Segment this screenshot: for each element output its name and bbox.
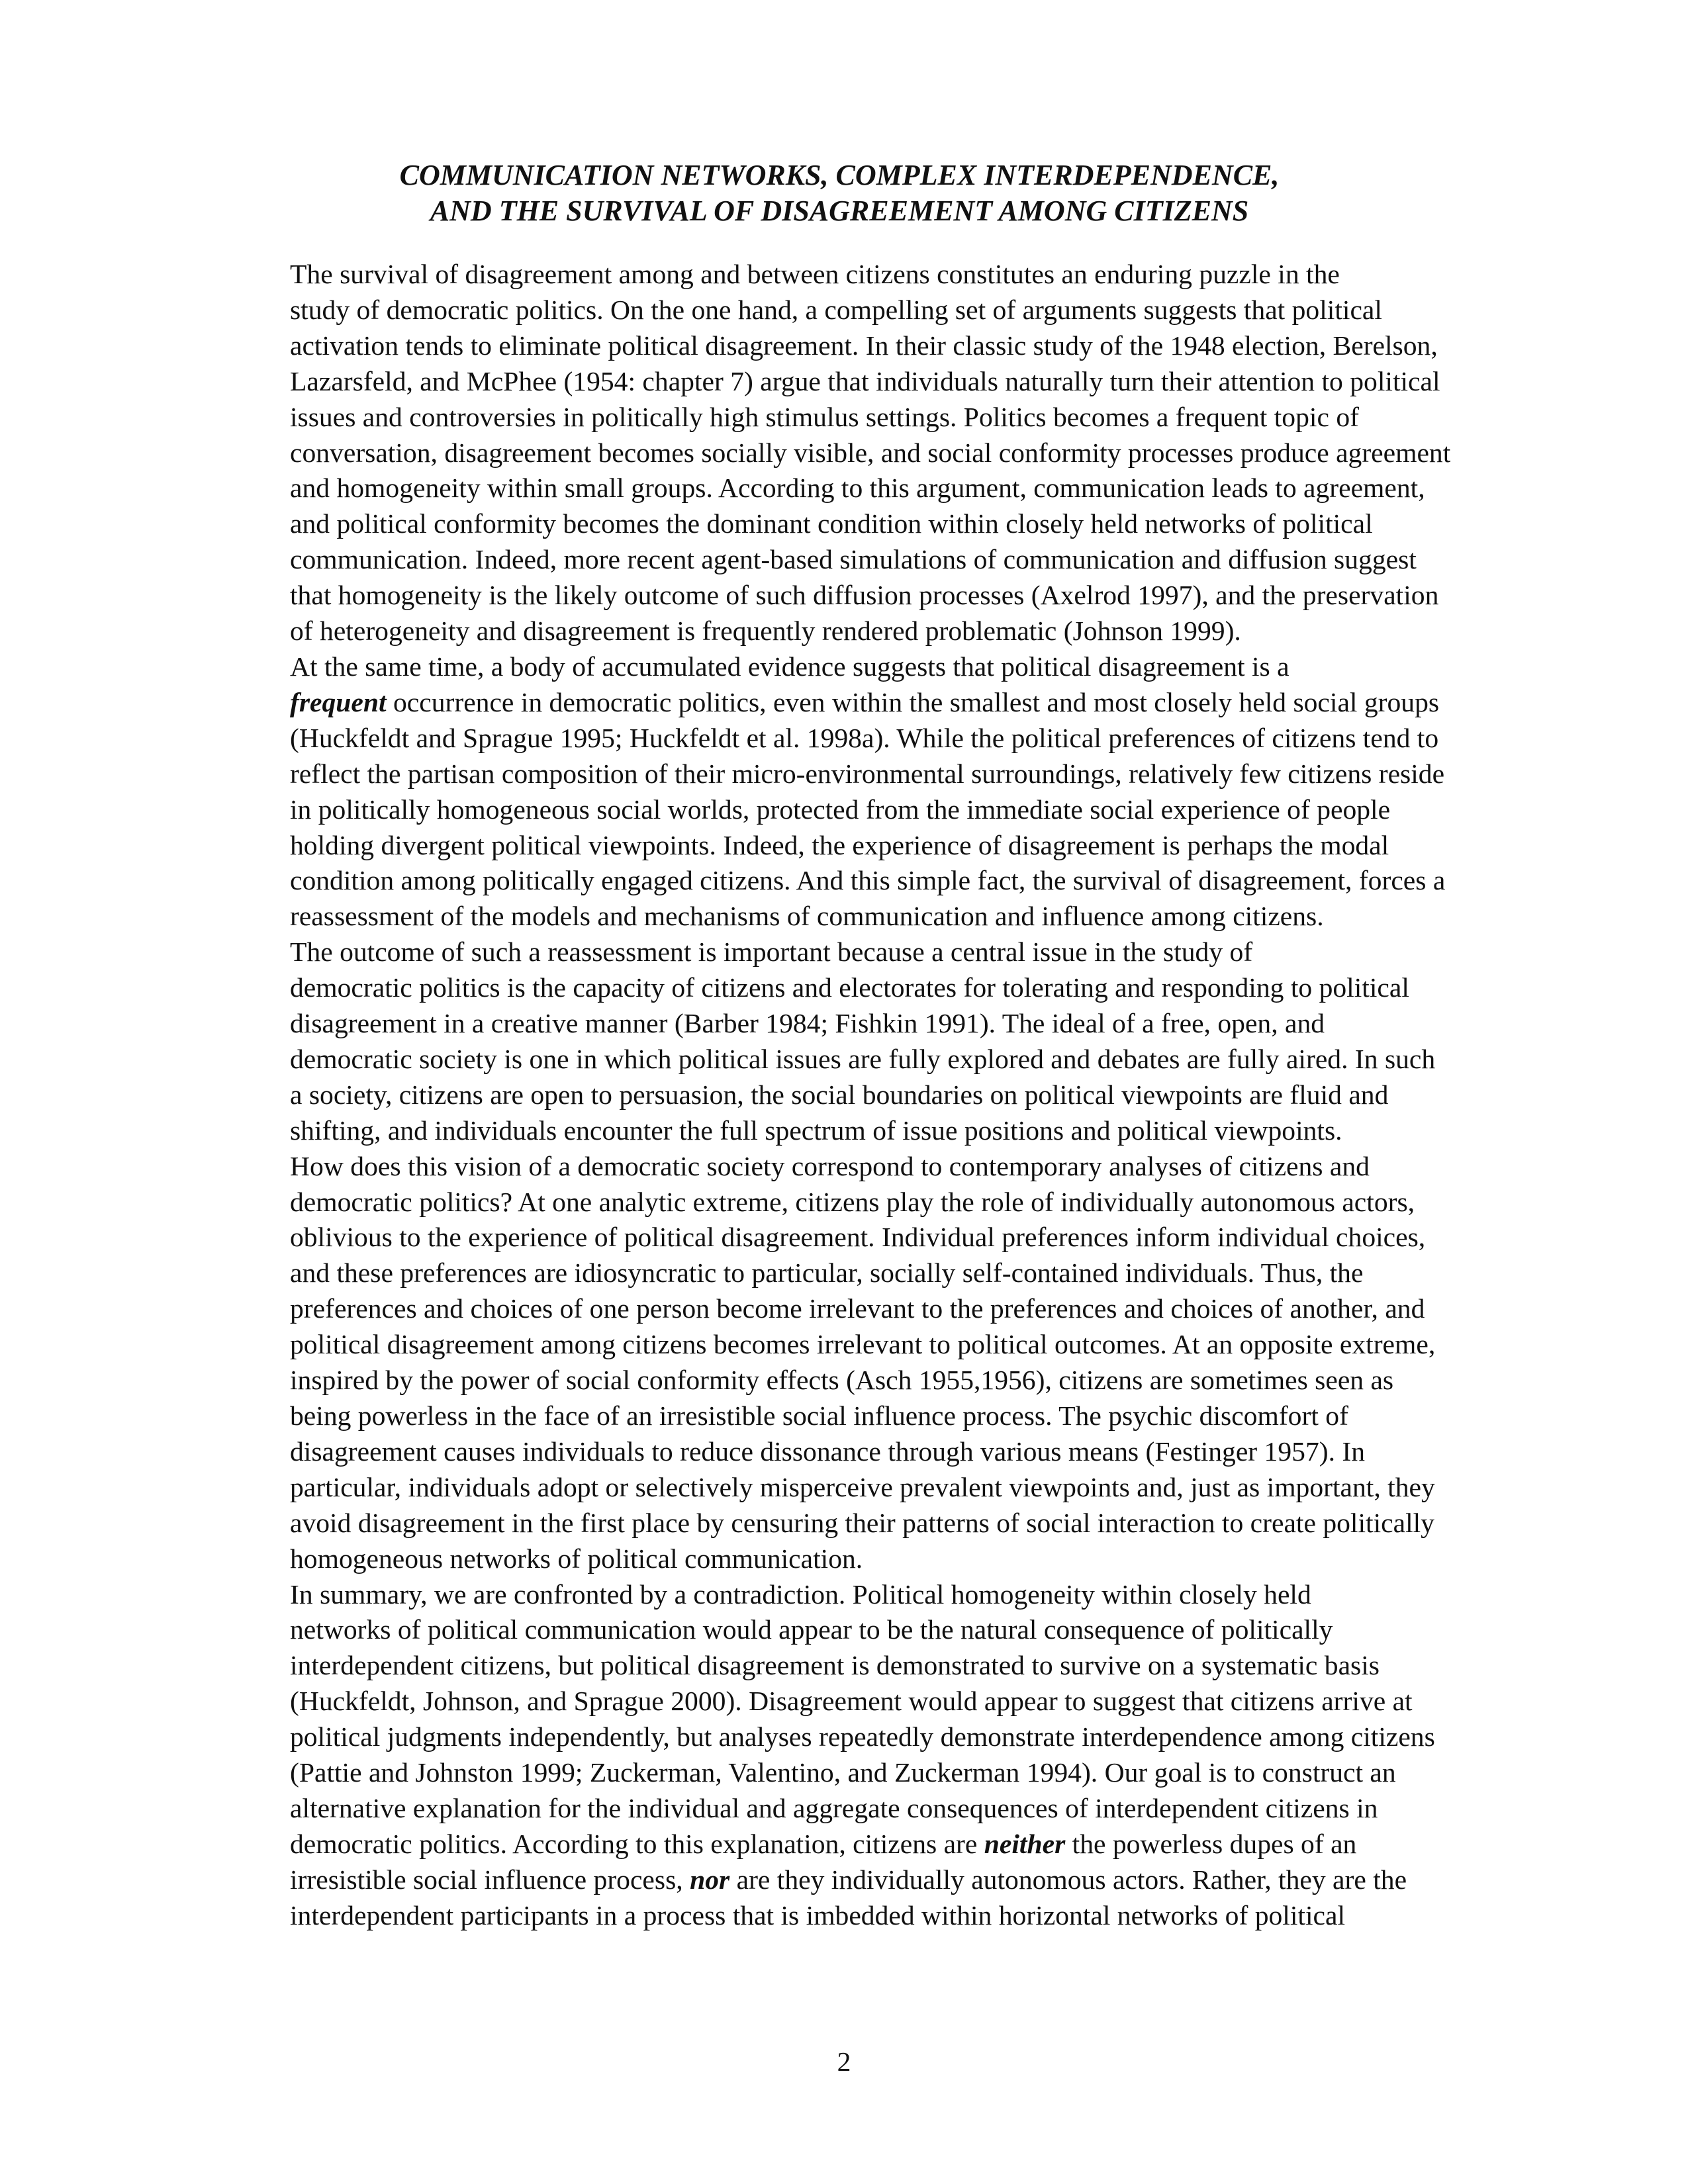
paragraph [191, 1149, 1488, 1577]
line-text: democratic politics is the capacity of citizens and electorates for tolerating and responding to political [290, 972, 1409, 1003]
line-text: disagreement in a creative manner (Barber 1984; Fishkin 1991). The ideal of a free, open, and [290, 1008, 1325, 1039]
document-body [191, 158, 1488, 1934]
emphasized-word: nor [690, 1864, 730, 1895]
line-text: alternative explanation for the individual and aggregate consequences of interdependent citizens in [290, 1792, 1378, 1823]
line-text: conversation, disagreement becomes socially visible, and social conformity processes produce agreement [290, 437, 1451, 468]
emphasized-word: neither [984, 1828, 1066, 1859]
paper-title [191, 158, 1488, 229]
line-text: being powerless in the face of an irresistible social influence process. The psychic discomfort of [290, 1400, 1348, 1431]
line-text: reflect the partisan composition of their micro-environmental surroundings, relatively few citizens reside [290, 758, 1445, 789]
text-line [191, 435, 1488, 471]
line-text: interdependent participants in a process that is imbedded within horizontal networks of political [290, 1899, 1346, 1931]
line-text: study of democratic politics. On the one hand, a compelling set of arguments suggests that political [290, 294, 1382, 325]
line-text: shifting, and individuals encounter the full spectrum of issue positions and political viewpoints. [290, 1115, 1342, 1146]
text-line [191, 614, 1488, 649]
text-line [191, 1898, 1488, 1934]
text-line [191, 1434, 1488, 1470]
line-text: democratic politics. According to this explanation, citizens are [290, 1828, 984, 1859]
paragraph [191, 649, 1488, 934]
line-text: Lazarsfeld, and McPhee (1954: chapter 7) argue that individuals naturally turn their attention to political [290, 365, 1440, 396]
line-text: and political conformity becomes the dominant condition within closely held networks of political [290, 508, 1373, 539]
line-text: holding divergent political viewpoints. Indeed, the experience of disagreement is perhaps the modal [290, 829, 1389, 860]
text-line [191, 1398, 1488, 1434]
line-text: interdependent citizens, but political disagreement is demonstrated to survive on a systematic basis [290, 1650, 1380, 1681]
text-line [191, 293, 1488, 328]
line-text: particular, individuals adopt or selectively misperceive prevalent viewpoints and, just as important, they [290, 1471, 1435, 1502]
line-text: inspired by the power of social conformity effects (Asch 1955,1956), citizens are sometimes seen as [290, 1365, 1394, 1396]
line-text: irresistible social influence process, [290, 1864, 690, 1895]
text-line [191, 400, 1488, 435]
line-text: that homogeneity is the likely outcome of such diffusion processes (Axelrod 1997), and the preservation [290, 580, 1439, 611]
line-text: political disagreement among citizens becomes irrelevant to political outcomes. At an opposite extreme, [290, 1329, 1436, 1360]
line-text: oblivious to the experience of political disagreement. Individual preferences inform individual choices, [290, 1222, 1426, 1253]
line-text: the powerless dupes of an [1065, 1828, 1357, 1859]
text-line [191, 1220, 1488, 1255]
text-line [191, 1577, 1488, 1613]
text-line [191, 1255, 1488, 1291]
text-line [191, 578, 1488, 614]
text-line [191, 1648, 1488, 1684]
line-text: reassessment of the models and mechanisms of communication and influence among citizens. [290, 901, 1324, 932]
text-line [191, 756, 1488, 792]
line-text: At the same time, a body of accumulated evidence suggests that political disagreement is a [290, 651, 1289, 682]
line-text: (Pattie and Johnston 1999; Zuckerman, Valentino, and Zuckerman 1994). Our goal is to construct an [290, 1757, 1396, 1788]
line-text: and homogeneity within small groups. According to this argument, communication leads to agreement, [290, 473, 1425, 504]
line-text: democratic politics? At one analytic extreme, citizens play the role of individually autonomous actors, [290, 1186, 1415, 1217]
paragraph [191, 934, 1488, 1148]
text-line [191, 1327, 1488, 1363]
text-line [191, 1862, 1488, 1898]
text-line [191, 1185, 1488, 1220]
text-line [191, 685, 1488, 721]
text-line [191, 1827, 1488, 1862]
text-line [191, 506, 1488, 542]
text-line [191, 1719, 1488, 1755]
paragraphs [191, 257, 1488, 1934]
text-line [191, 364, 1488, 400]
text-line [191, 1684, 1488, 1719]
line-text: condition among politically engaged citizens. And this simple fact, the survival of disagreement, forces a [290, 865, 1446, 896]
title-line: AND THE SURVIVAL OF DISAGREEMENT AMONG CITIZENS [430, 195, 1249, 227]
line-text: in politically homogeneous social worlds, protected from the immediate social experience of people [290, 794, 1391, 825]
text-line [191, 721, 1488, 756]
line-text: of heterogeneity and disagreement is frequently rendered problematic (Johnson 1999). [290, 615, 1241, 647]
text-line [191, 1149, 1488, 1185]
text-line [191, 328, 1488, 364]
line-text: occurrence in democratic politics, even within the smallest and most closely held social groups [386, 686, 1440, 717]
text-line [191, 1077, 1488, 1113]
text-line [191, 970, 1488, 1006]
line-text: democratic society is one in which political issues are fully explored and debates are fully aired. In such [290, 1043, 1436, 1074]
text-line [191, 828, 1488, 864]
text-line [191, 257, 1488, 293]
text-line [191, 899, 1488, 934]
line-text: issues and controversies in politically high stimulus settings. Politics becomes a frequent topic of [290, 401, 1359, 432]
line-text: activation tends to eliminate political disagreement. In their classic study of the 1948 election, Berelson, [290, 330, 1438, 361]
line-text: avoid disagreement in the first place by censuring their patterns of social interaction to create politically [290, 1507, 1434, 1538]
text-line [191, 1006, 1488, 1042]
text-line [191, 1791, 1488, 1827]
text-line [191, 1363, 1488, 1398]
text-line [191, 863, 1488, 899]
line-text: The survival of disagreement among and between citizens constitutes an enduring puzzle in the [290, 259, 1340, 289]
page-number: 2 [837, 2046, 851, 2077]
emphasized-word: frequent [290, 686, 387, 717]
text-line [191, 1612, 1488, 1648]
line-text: The outcome of such a reassessment is important because a central issue in the study of [290, 936, 1253, 968]
line-text: are they individually autonomous actors. Rather, they are the [729, 1864, 1407, 1895]
text-line [191, 649, 1488, 685]
title-line: COMMUNICATION NETWORKS, COMPLEX INTERDEPENDENCE, [399, 159, 1280, 191]
text-line [191, 792, 1488, 828]
line-text: communication. Indeed, more recent agent-based simulations of communication and diffusion suggest [290, 544, 1417, 575]
line-text: (Huckfeldt and Sprague 1995; Huckfeldt et al. 1998a). While the political preferences of citizens tend to [290, 722, 1439, 753]
paragraph [191, 257, 1488, 649]
text-line [191, 934, 1488, 970]
text-line [191, 1506, 1488, 1541]
line-text: a society, citizens are open to persuasion, the social boundaries on political viewpoints are fluid and [290, 1079, 1389, 1110]
line-text: In summary, we are confronted by a contradiction. Political homogeneity within closely held [290, 1578, 1311, 1610]
line-text: and these preferences are idiosyncratic to particular, socially self-contained individuals. Thus, the [290, 1257, 1364, 1289]
text-line [191, 1541, 1488, 1577]
line-text: (Huckfeldt, Johnson, and Sprague 2000). Disagreement would appear to suggest that citizens arrive at [290, 1686, 1413, 1717]
line-text: How does this vision of a democratic society correspond to contemporary analyses of citizens and [290, 1150, 1370, 1181]
text-line [191, 1755, 1488, 1791]
text-line [191, 471, 1488, 506]
text-line [191, 1291, 1488, 1327]
line-text: political judgments independently, but analyses repeatedly demonstrate interdependence among citizens [290, 1721, 1435, 1752]
text-line [191, 1042, 1488, 1077]
paragraph [191, 1577, 1488, 1934]
text-line [191, 1470, 1488, 1506]
text-line [191, 542, 1488, 578]
line-text: preferences and choices of one person become irrelevant to the preferences and choices of another, and [290, 1293, 1425, 1324]
line-text: networks of political communication would appear to be the natural consequence of politically [290, 1614, 1333, 1645]
line-text: homogeneous networks of political communication. [290, 1543, 863, 1574]
line-text: disagreement causes individuals to reduce dissonance through various means (Festinger 1957). In [290, 1435, 1366, 1467]
text-line [191, 1113, 1488, 1149]
